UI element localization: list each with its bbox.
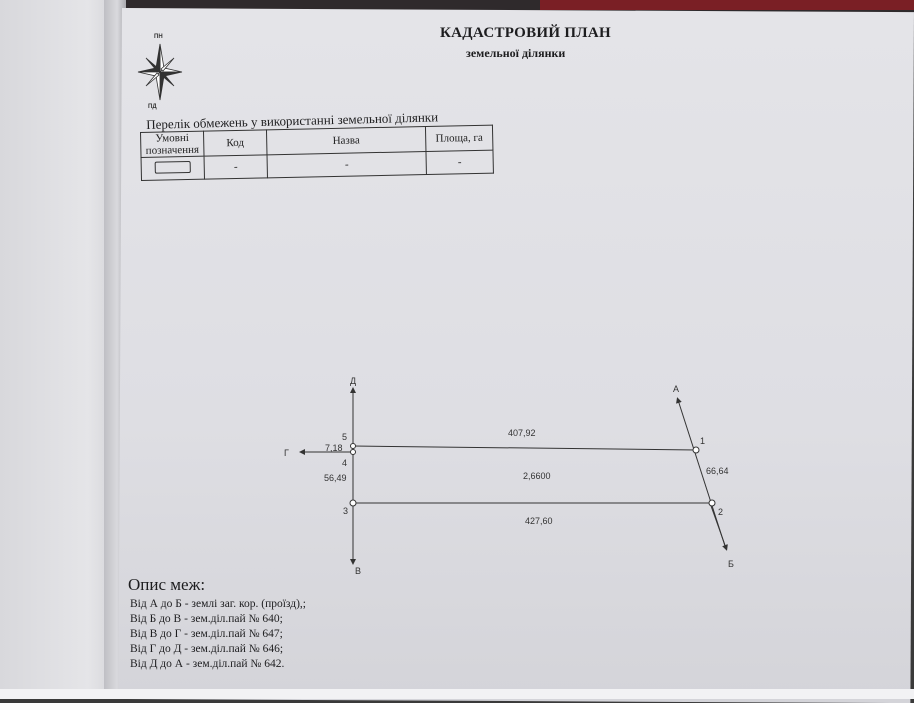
point-5-marker	[351, 444, 356, 449]
header-symbols: Умовні позначення	[141, 131, 205, 157]
point-4-label: 4	[342, 458, 348, 468]
symbol-cell	[141, 156, 204, 180]
point-3-label: 3	[343, 506, 349, 516]
dim-right: 66,64	[706, 466, 729, 476]
name-cell: -	[267, 152, 426, 178]
dim-bottom: 427,60	[525, 516, 553, 526]
folder-edge	[540, 0, 914, 10]
label-b: Б	[728, 559, 734, 569]
point-5-label: 5	[342, 432, 348, 442]
compass-north-label: ПН	[154, 34, 163, 40]
point-4-marker	[351, 450, 356, 455]
point-2-marker	[709, 500, 715, 506]
list-item: Від Б до В - зем.діл.пай № 640;	[130, 613, 283, 625]
header-code: Код	[203, 130, 267, 156]
list-item: Від А до Б - землі заг. кор. (проїзд),;	[130, 598, 306, 610]
label-g: Г	[284, 448, 289, 458]
point-1-marker	[693, 447, 699, 453]
boundaries-list	[130, 597, 306, 672]
point-2-label: 2	[718, 507, 724, 517]
label-a: А	[673, 384, 680, 394]
boundary-top	[353, 446, 696, 450]
area-cell: -	[426, 150, 493, 174]
list-item: Від Г до Д - зем.діл.пай № 646;	[130, 643, 284, 655]
code-cell: -	[204, 155, 267, 179]
parcel-plan	[280, 370, 750, 580]
bottom-band	[0, 689, 914, 699]
dim-left-short: 7,18	[325, 443, 343, 453]
label-v: В	[355, 566, 362, 576]
label-d: Д	[350, 376, 357, 386]
dim-top: 407,92	[508, 428, 536, 438]
compass-rose-icon	[132, 30, 192, 110]
restrictions-title: Перелік обмежень у використанні земельної ділянки	[146, 109, 439, 132]
list-item: Від В до Г - зем.діл.пай № 647;	[130, 628, 283, 640]
point-1-label: 1	[700, 436, 706, 446]
symbol-swatch	[155, 160, 191, 173]
document-subtitle: земельної ділянки	[466, 46, 566, 60]
restrictions-table	[140, 125, 494, 181]
boundaries-title: Опис меж:	[128, 575, 206, 594]
compass-south-label: ПД	[148, 104, 157, 110]
point-3-marker	[350, 500, 356, 506]
document-title: КАДАСТРОВИЙ ПЛАН	[440, 25, 611, 41]
list-item: Від Д до А - зем.діл.пай № 642.	[130, 658, 285, 670]
dim-left-long: 56,49	[324, 473, 347, 483]
header-name: Назва	[266, 127, 425, 155]
parcel-area: 2,6600	[523, 471, 551, 481]
header-area: Площа, га	[425, 125, 493, 151]
